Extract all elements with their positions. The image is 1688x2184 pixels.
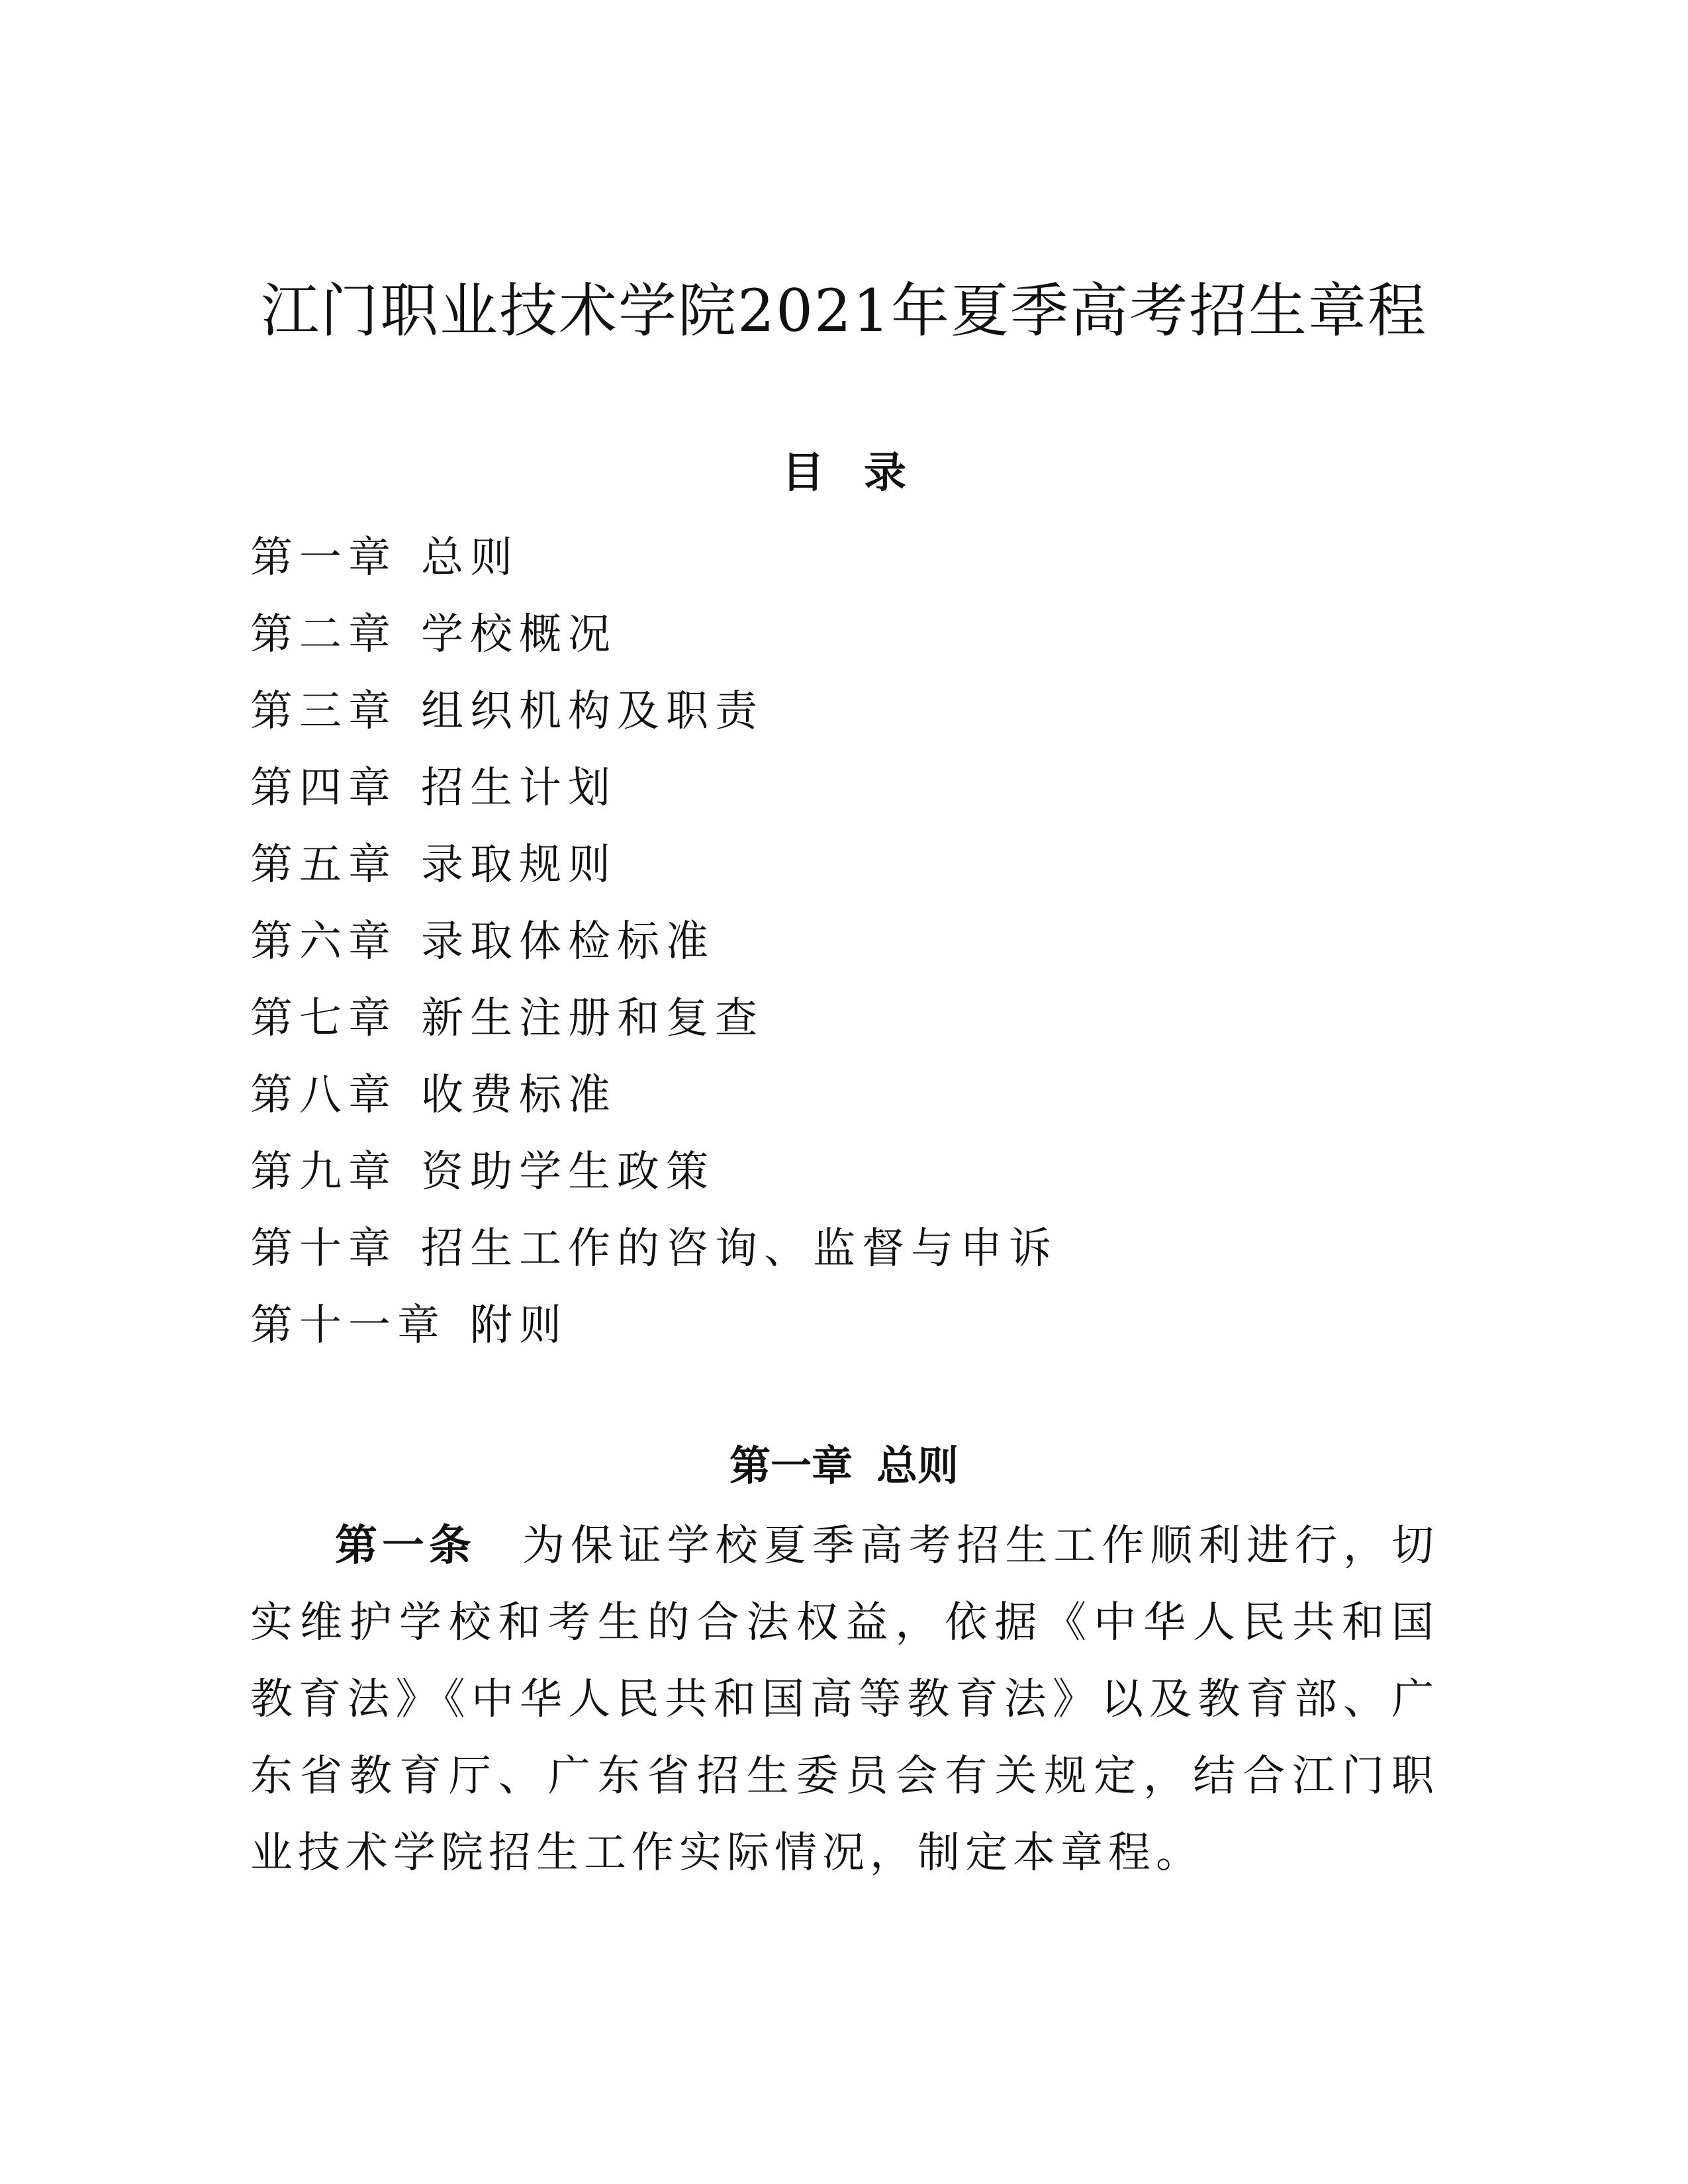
toc-item-chapter-7 — [250, 980, 1442, 1057]
toc-item-chapter-4 — [250, 750, 1442, 827]
toc-item-chapter-1 — [250, 520, 1442, 596]
toc-heading: 目录 — [782, 449, 946, 498]
toc-item-chapter-5 — [250, 827, 1442, 903]
toc-chapter-number: 第五章 — [250, 841, 397, 889]
toc-chapter-title: 收费标准 — [421, 1071, 617, 1120]
toc-chapter-number: 第一章 — [250, 533, 397, 582]
toc-item-chapter-11 — [250, 1287, 1442, 1364]
chapter-1-heading — [0, 1433, 1688, 1499]
document-title: 江门职业技术学院2021年夏季高考招生章程 — [261, 277, 1427, 345]
toc-item-chapter-8 — [250, 1057, 1442, 1134]
toc-item-chapter-9 — [250, 1134, 1442, 1210]
toc-chapter-number: 第六章 — [250, 917, 397, 966]
toc-chapter-number: 第九章 — [250, 1148, 397, 1197]
article-1-text: 为保证学校夏季高考招生工作顺利进行，切实维护学校和考生的合法权益，依据《中华人民共和国教育法》《中华人民共和国高等教育法》以及教育部、广东省教育厅、广东省招生委员会有关规定，结合江门职业技术学院招生工作实际情况，制定本章程。 — [250, 1522, 1440, 1878]
toc-chapter-number: 第七章 — [250, 994, 397, 1043]
toc-chapter-title: 招生工作的咨询、监督与申诉 — [421, 1224, 1058, 1273]
toc-chapter-number: 第八章 — [250, 1071, 397, 1120]
toc-chapter-title: 组织机构及职责 — [421, 687, 764, 736]
toc-item-chapter-2 — [250, 596, 1442, 673]
toc-chapter-title: 录取体检标准 — [421, 917, 715, 966]
toc-chapter-title: 附则 — [470, 1301, 568, 1350]
toc-item-chapter-6 — [250, 903, 1442, 980]
toc-chapter-title: 录取规则 — [421, 841, 617, 889]
toc-chapter-title: 新生注册和复查 — [421, 994, 764, 1043]
toc-chapter-title: 资助学生政策 — [421, 1148, 715, 1197]
toc-chapter-number: 第十一章 — [250, 1301, 446, 1350]
toc-chapter-title: 学校概况 — [421, 610, 617, 659]
toc-chapter-title: 总则 — [421, 533, 519, 582]
toc-chapter-number: 第三章 — [250, 687, 397, 736]
chapter-1-number: 第一章 — [729, 1441, 853, 1490]
toc-item-chapter-10 — [250, 1210, 1442, 1287]
toc-chapter-number: 第十章 — [250, 1224, 397, 1273]
chapter-1-title: 总则 — [876, 1441, 959, 1490]
article-1-label: 第一条 — [335, 1522, 476, 1570]
toc-chapter-title: 招生计划 — [421, 764, 617, 813]
toc-chapter-number: 第四章 — [250, 764, 397, 813]
table-of-contents — [250, 520, 1442, 1364]
toc-item-chapter-3 — [250, 673, 1442, 750]
toc-chapter-number: 第二章 — [250, 610, 397, 659]
article-1-paragraph — [250, 1508, 1439, 1891]
